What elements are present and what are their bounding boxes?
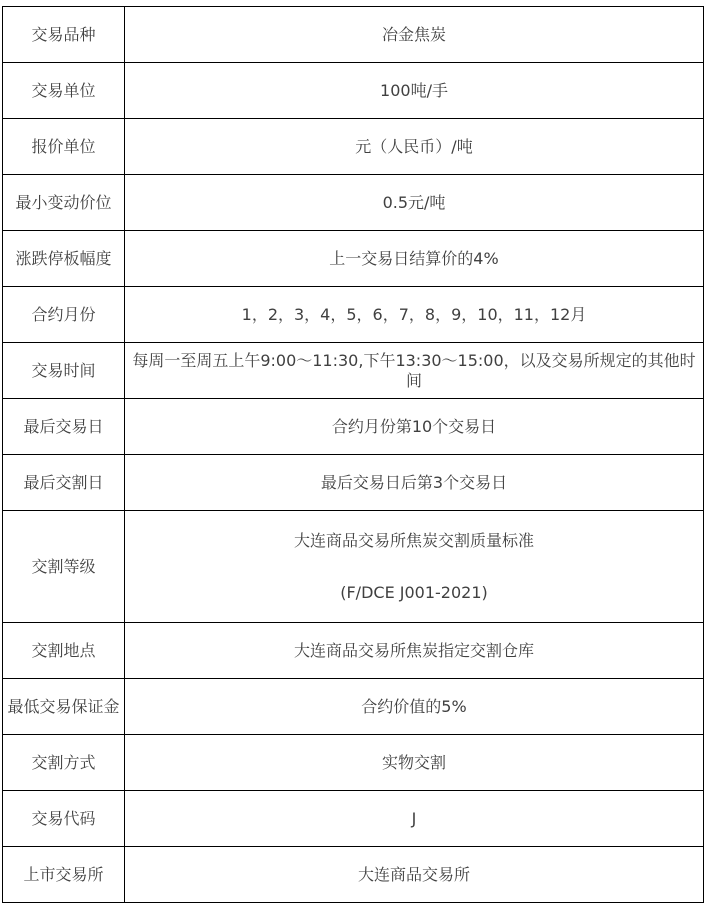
table-row [3,511,704,623]
row-value [125,847,704,903]
row-label: 上市交易所 [3,847,125,903]
row-label: 交易单位 [3,63,125,119]
row-value-line: 大连商品交易所焦炭交割质量标准 [293,530,534,550]
row-value-line: 实物交割 [381,752,446,772]
table-row [3,455,704,511]
row-label: 交割方式 [3,735,125,791]
table-row [3,175,704,231]
row-value-line: 最后交易日后第3个交易日 [320,472,508,492]
contract-spec-table [2,6,704,903]
table-row [3,63,704,119]
row-value-line: 100吨/手 [380,80,448,100]
row-label: 交易时间 [3,343,125,399]
row-label: 合约月份 [3,287,125,343]
table-row [3,623,704,679]
row-value [125,455,704,511]
row-value [125,399,704,455]
row-value [125,791,704,847]
row-value-line: 0.5元/吨 [382,192,446,212]
row-label: 报价单位 [3,119,125,175]
row-value-line: 每周一至周五上午9:00～11:30,下午13:30～15:00，以及交易所规定的其他时间 [132,350,696,390]
row-value [125,287,704,343]
row-label: 交易品种 [3,7,125,63]
table-row [3,287,704,343]
row-label: 交割等级 [3,511,125,623]
row-value [125,511,704,623]
row-value [125,679,704,735]
row-label: 最低交易保证金 [3,679,125,735]
row-value-line: 上一交易日结算价的4% [329,248,499,268]
row-value [125,119,704,175]
table-row [3,399,704,455]
table-row [3,679,704,735]
row-label: 最后交易日 [3,399,125,455]
row-value [125,343,704,399]
table-row [3,7,704,63]
table-row [3,343,704,399]
row-label: 最后交割日 [3,455,125,511]
row-value-line: 冶金焦炭 [381,24,446,44]
table-row [3,119,704,175]
row-value-line: 合约月份第10个交易日 [331,416,497,436]
row-value-line: J [411,808,417,828]
table-row [3,847,704,903]
row-label: 交易代码 [3,791,125,847]
table-row [3,231,704,287]
row-label: 最小变动价位 [3,175,125,231]
row-label: 涨跌停板幅度 [3,231,125,287]
table-row [3,735,704,791]
table-row [3,791,704,847]
row-value-line: 元（人民币）/吨 [355,136,473,156]
row-value [125,231,704,287]
contract-spec-table-body [3,7,704,903]
row-value [125,175,704,231]
row-label: 交割地点 [3,623,125,679]
row-value-line: 1，2，3，4，5，6，7，8，9，10，11，12月 [241,304,587,324]
row-value [125,623,704,679]
row-value-line: (F/DCE J001-2021) [340,582,488,602]
row-value-line: 大连商品交易所 [357,864,470,884]
row-value-line: 大连商品交易所焦炭指定交割仓库 [293,640,534,660]
row-value-line: 合约价值的5% [361,696,467,716]
row-value [125,735,704,791]
row-value [125,63,704,119]
row-value [125,7,704,63]
